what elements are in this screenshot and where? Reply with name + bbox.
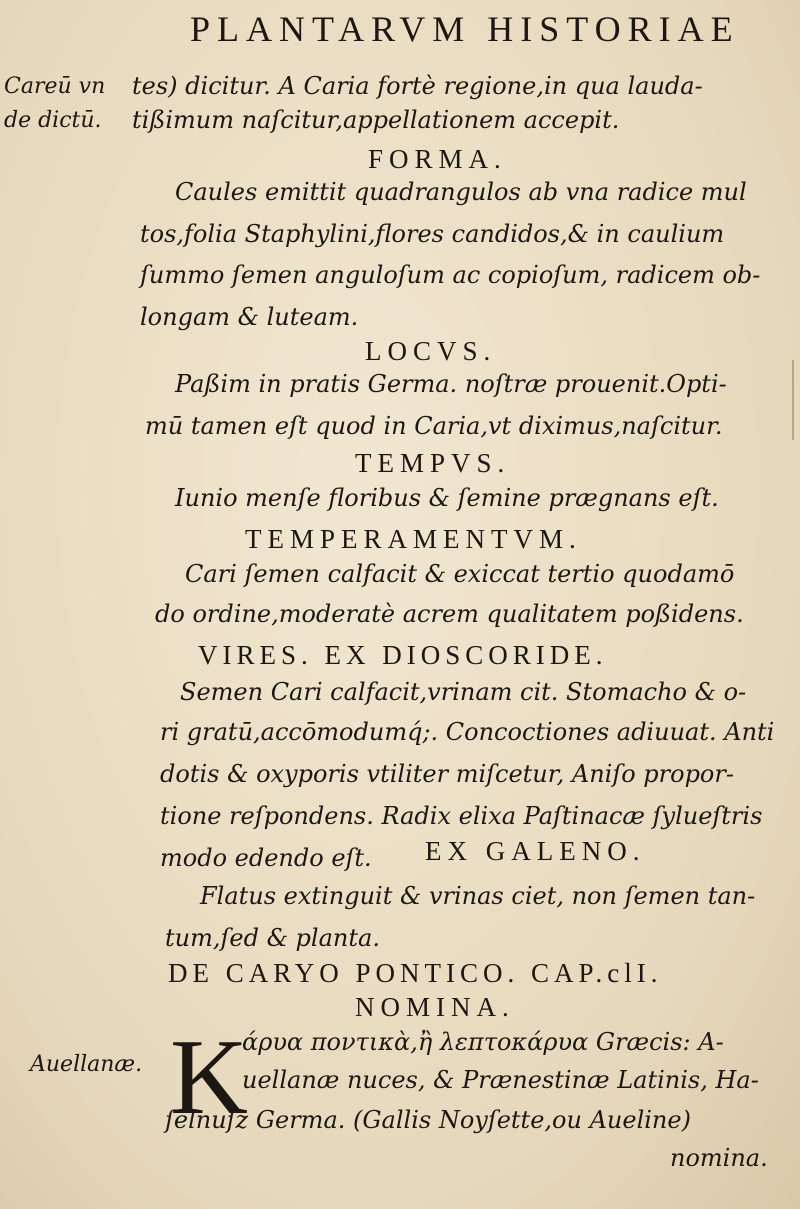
text-line: longam & luteam. xyxy=(140,303,359,331)
text-line: Iunio menſe floribus & ſemine prægnans eſt. xyxy=(175,484,719,512)
section-heading-temperamentum: TEMPERAMENTVM. xyxy=(245,524,582,554)
section-heading-tempus: TEMPVS. xyxy=(355,448,511,478)
text-line: tos,folia Staphylini,flores candidos,& in caulium xyxy=(140,220,725,248)
text-line: άρυα ποντικὰ,ἢ λεπτοκάρυα Græcis: A- xyxy=(242,1028,724,1056)
text-line: tißimum naſcitur,appellationem accepit. xyxy=(132,106,620,134)
text-line: modo edendo eſt. xyxy=(160,844,372,872)
running-head: PLANTARVM HISTORIAE xyxy=(190,9,740,49)
chapter-heading: DE CARYO PONTICO. CAP.clI. xyxy=(168,958,663,988)
text-line: nomina. xyxy=(670,1144,768,1172)
text-line: dotis & oxyporis vtiliter miſcetur, Aniſo propor- xyxy=(160,760,734,788)
text-line: Paßim in pratis Germa. noſtræ prouenit.Opti- xyxy=(175,370,727,398)
text-line: tes) dicitur. A Caria fortè regione,in qua lauda- xyxy=(132,72,703,100)
text-line: Cari ſemen calfacit & exiccat tertio quodamō xyxy=(185,560,735,588)
text-line: ri gratū,accōmodumq́;. Concoctiones adiuuat. Anti xyxy=(160,718,775,746)
text-line: tione reſpondens. Radix elixa Paſtinacæ ſylueſtris xyxy=(160,802,763,830)
margin-note-careum: Careū vn xyxy=(4,74,106,99)
text-line: uellanæ nuces, & Prænestinæ Latinis, Ha- xyxy=(242,1066,759,1094)
section-heading-forma: FORMA. xyxy=(368,144,507,174)
text-line: ſummo ſemen anguloſum ac copioſum, radicem ob- xyxy=(140,261,761,289)
margin-note-dictum: de dictū. xyxy=(4,108,102,133)
drop-cap: K xyxy=(170,1018,248,1137)
section-heading-vires: VIRES. EX DIOSCORIDE. xyxy=(198,640,608,670)
text-line: do ordine,moderatè acrem qualitatem poßidens. xyxy=(155,600,744,628)
text-line: Flatus extinguit & vrinas ciet, non ſemen tan- xyxy=(200,882,756,910)
section-heading-galeno: EX GALENO. xyxy=(425,836,646,866)
text-line: Caules emittit quadrangulos ab vna radice mul xyxy=(175,178,747,206)
margin-note-auellanae: Auellanæ. xyxy=(30,1052,143,1077)
text-line: ſelnuſz Germa. (Gallis Noyſette,ou Aueline) xyxy=(165,1106,691,1134)
text-line: Semen Cari calfacit,vrinam cit. Stomacho & o- xyxy=(180,678,747,706)
page-edge-divider xyxy=(792,360,794,440)
text-line: mū tamen eſt quod in Caria,vt diximus,naſcitur. xyxy=(145,412,723,440)
section-heading-locus: LOCVS. xyxy=(365,336,497,366)
text-line: tum,ſed & planta. xyxy=(165,924,380,952)
section-heading-nomina: NOMINA. xyxy=(355,992,515,1022)
